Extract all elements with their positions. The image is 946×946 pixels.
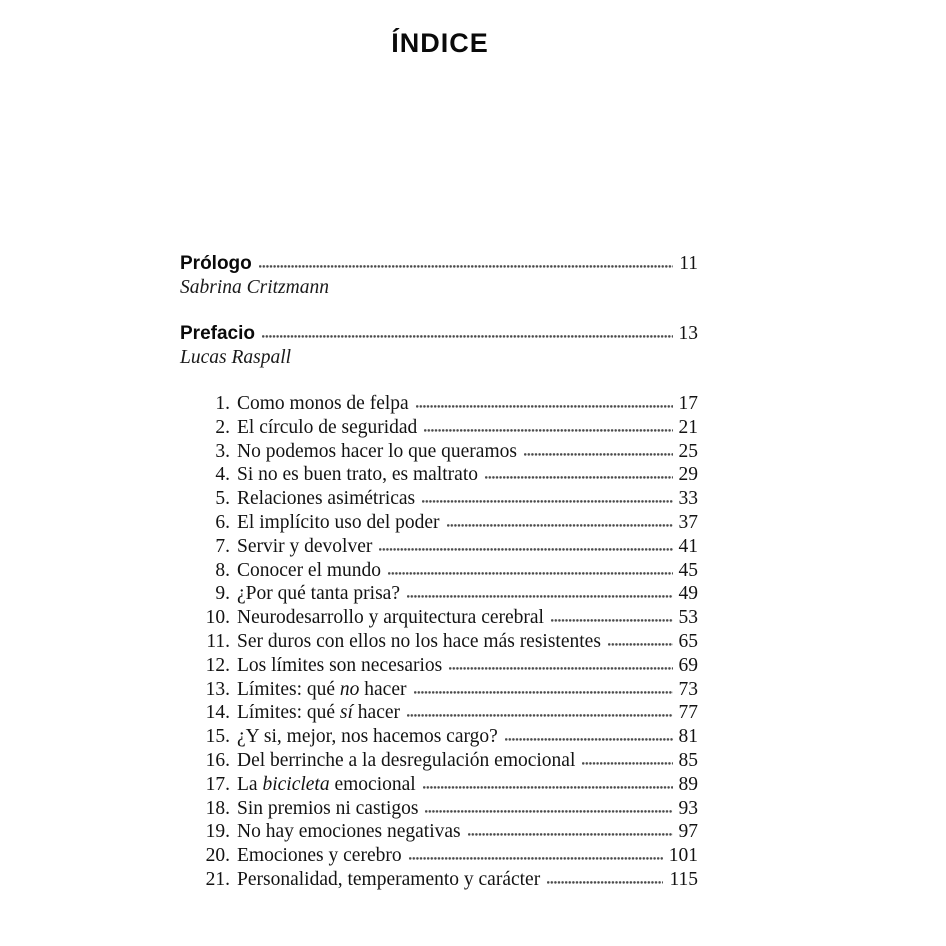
chapter-number: 21.	[205, 868, 230, 890]
chapter-title	[237, 868, 540, 892]
chapter-number: 6.	[215, 511, 230, 533]
chapter-number: 13.	[205, 678, 230, 700]
chapter-number: 19.	[205, 821, 230, 843]
chapter-title-segment: Ser duros con ellos no los hace más resistentes	[237, 630, 601, 652]
page-number: 81	[678, 726, 698, 748]
chapter-title-segment: hacer	[359, 678, 407, 700]
page-number: 21	[678, 416, 698, 438]
chapter-title	[237, 463, 478, 487]
toc-entry	[180, 535, 698, 559]
chapter-number: 15.	[205, 726, 230, 748]
dotted-leader	[388, 571, 672, 576]
chapter-title-segment: no	[339, 678, 360, 700]
toc-entry	[180, 606, 698, 630]
dotted-leader	[505, 737, 673, 742]
page-number: 45	[678, 559, 698, 581]
toc-entry	[180, 511, 698, 535]
chapter-title-segment: sí	[339, 702, 353, 724]
chapter-number: 20.	[205, 845, 230, 867]
chapter-title-segment: Si no es buen trato, es maltrato	[237, 464, 478, 486]
front-matter-row	[180, 322, 698, 346]
chapter-title-segment: Como monos de felpa	[237, 393, 409, 414]
chapter-title	[237, 487, 415, 511]
page-number: 17	[678, 393, 698, 414]
chapter-number: 1.	[215, 393, 230, 414]
dotted-leader	[468, 832, 673, 837]
front-matter-label: Prefacio	[180, 323, 255, 344]
toc-entry	[180, 868, 698, 892]
front-matter-row	[180, 252, 698, 276]
dotted-leader	[407, 594, 673, 599]
toc-entry	[180, 773, 698, 797]
chapter-number: 17.	[205, 773, 230, 795]
toc-entry	[180, 463, 698, 487]
page-number: 77	[678, 702, 698, 724]
dotted-leader	[608, 642, 673, 647]
front-matter-label: Prólogo	[180, 253, 252, 274]
chapter-number: 11.	[206, 630, 230, 652]
chapter-title	[237, 725, 498, 749]
chapter-number: 8.	[215, 559, 230, 581]
dotted-leader	[422, 499, 672, 504]
page-number: 29	[678, 464, 698, 486]
chapter-title-segment: Neurodesarrollo y arquitectura cerebral	[237, 607, 544, 629]
toc-entry	[180, 725, 698, 749]
dotted-leader	[424, 428, 672, 433]
toc-entry	[180, 654, 698, 678]
chapter-title	[237, 701, 400, 725]
page-number: 37	[678, 511, 698, 533]
chapter-title-segment: El implícito uso del poder	[237, 511, 440, 533]
chapter-title	[237, 773, 416, 797]
dotted-leader	[425, 809, 672, 814]
dotted-leader	[551, 618, 673, 623]
toc-entry	[180, 678, 698, 702]
front-matter-entry	[180, 322, 698, 370]
toc-content	[180, 252, 698, 892]
chapter-title-segment: Relaciones asimétricas	[237, 488, 416, 510]
toc-entry	[180, 487, 698, 511]
page-number: 33	[678, 488, 698, 510]
dotted-leader	[524, 452, 673, 457]
chapter-title-segment: Límites: qué	[237, 678, 340, 700]
page-number: 49	[678, 583, 698, 605]
page-number: 53	[678, 607, 698, 629]
chapter-number: 18.	[205, 797, 230, 819]
chapter-title-segment: Los límites son necesarios	[237, 654, 443, 676]
toc-entry	[180, 582, 698, 606]
page-number: 97	[678, 821, 698, 843]
dotted-leader	[259, 264, 673, 269]
toc-entry	[180, 392, 698, 416]
front-matter-author: Lucas Raspall	[180, 347, 292, 368]
page-number: 13	[678, 323, 698, 344]
chapter-title-segment: hacer	[352, 702, 401, 724]
dotted-leader	[416, 404, 673, 409]
front-matter-author: Sabrina Critzmann	[180, 277, 329, 298]
chapter-title-segment: Del berrinche a la desregulación emocional	[237, 749, 576, 771]
chapter-title	[237, 630, 601, 654]
chapter-number: 16.	[205, 749, 230, 771]
chapter-number: 12.	[205, 654, 230, 676]
chapter-number: 4.	[215, 464, 230, 486]
chapter-title-segment: emocional	[329, 773, 416, 795]
chapter-title-segment: No podemos hacer lo que queramos	[237, 440, 517, 462]
chapter-title	[237, 678, 407, 702]
chapter-number: 7.	[215, 535, 230, 557]
chapter-title-segment: Emociones y cerebro	[237, 845, 402, 867]
page-number: 93	[678, 797, 698, 819]
front-matter-entry	[180, 252, 698, 300]
chapter-title	[237, 749, 575, 773]
chapter-title-segment: Sin premios ni castigos	[237, 797, 419, 819]
dotted-leader	[449, 666, 672, 671]
dotted-leader	[407, 713, 672, 718]
chapter-title	[237, 820, 461, 844]
toc-entry	[180, 416, 698, 440]
dotted-leader	[447, 523, 673, 528]
page-number: 65	[678, 630, 698, 652]
toc-entry	[180, 559, 698, 583]
toc-entry	[180, 749, 698, 773]
front-matter-section	[180, 252, 698, 370]
dotted-leader	[423, 785, 673, 790]
toc-entry	[180, 844, 698, 868]
chapter-title	[237, 559, 381, 583]
chapter-title-segment: El círculo de seguridad	[237, 416, 418, 438]
chapter-number: 5.	[215, 488, 230, 510]
dotted-leader	[582, 761, 672, 766]
page-number: 85	[678, 749, 698, 771]
chapter-title-segment: La	[237, 773, 263, 795]
chapter-title-segment: Límites: qué	[237, 702, 340, 724]
dotted-leader	[379, 547, 672, 552]
chapter-title	[237, 416, 417, 440]
toc-entry	[180, 797, 698, 821]
chapter-title	[237, 606, 544, 630]
chapter-title	[237, 844, 402, 868]
dotted-leader	[262, 334, 673, 339]
toc-entry	[180, 701, 698, 725]
chapter-title	[237, 654, 442, 678]
chapter-title	[237, 440, 517, 464]
page-title: ÍNDICE	[391, 28, 489, 58]
page-number: 73	[678, 678, 698, 700]
toc-entry	[180, 630, 698, 654]
chapter-number: 2.	[215, 416, 230, 438]
chapter-title-segment: bicicleta	[262, 773, 330, 795]
chapter-title	[237, 535, 372, 559]
chapter-title	[237, 797, 418, 821]
chapter-number: 10.	[205, 607, 230, 629]
page-number: 69	[678, 654, 698, 676]
chapter-number: 14.	[205, 702, 230, 724]
chapter-number: 3.	[215, 440, 230, 462]
chapter-number: 9.	[215, 583, 230, 605]
chapter-title-segment: Conocer el mundo	[237, 559, 382, 581]
page-number: 41	[678, 535, 698, 557]
chapter-title-segment: Personalidad, temperamento y carácter	[237, 868, 541, 890]
chapter-title-segment: No hay emociones negativas	[237, 821, 461, 843]
dotted-leader	[547, 880, 663, 885]
dotted-leader	[485, 475, 673, 480]
chapter-title-segment: Servir y devolver	[237, 535, 373, 557]
page-number: 115	[669, 868, 698, 890]
toc-entry	[180, 820, 698, 844]
chapter-title	[237, 392, 409, 416]
page-number: 25	[678, 440, 698, 462]
page-number: 11	[679, 253, 698, 274]
chapter-title	[237, 582, 400, 606]
dotted-leader	[409, 856, 663, 861]
chapter-title-segment: ¿Por qué tanta prisa?	[237, 583, 400, 605]
chapter-list	[180, 392, 698, 892]
toc-entry	[180, 440, 698, 464]
dotted-leader	[414, 690, 673, 695]
page-number: 89	[678, 773, 698, 795]
chapter-title	[237, 511, 440, 535]
chapter-title-segment: ¿Y si, mejor, nos hacemos cargo?	[237, 726, 498, 748]
page-number: 101	[668, 845, 698, 867]
